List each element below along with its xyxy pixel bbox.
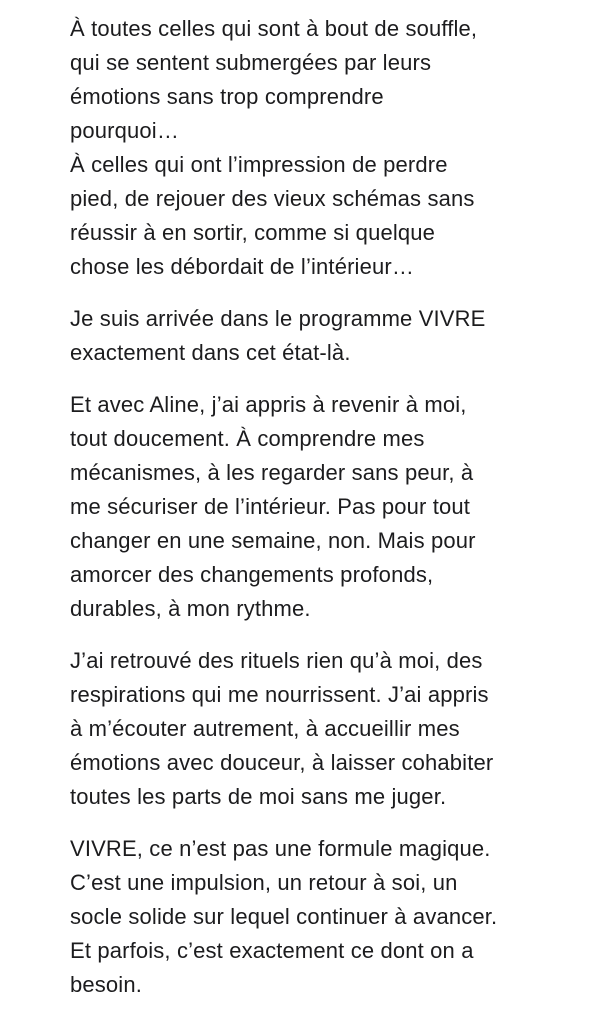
text-line: Et parfois, c’est exactement ce dont on a: [70, 938, 474, 963]
text-line: changer en une semaine, non. Mais pour: [70, 528, 476, 553]
text-line: émotions sans trop comprendre: [70, 84, 384, 109]
text-line: émotions avec douceur, à laisser cohabiter: [70, 750, 494, 775]
text-line: À celles qui ont l’impression de perdre: [70, 152, 448, 177]
text-line: pied, de rejouer des vieux schémas sans: [70, 186, 475, 211]
text-line: Et avec Aline, j’ai appris à revenir à moi,: [70, 392, 467, 417]
text-line: réussir à en sortir, comme si quelque: [70, 220, 436, 245]
text-line: tout doucement. À comprendre mes: [70, 426, 425, 451]
text-line: à m’écouter autrement, à accueillir mes: [70, 716, 460, 741]
paragraph-2: [70, 302, 590, 370]
text-line: exactement dans cet état-là.: [70, 340, 351, 365]
paragraph-4: [70, 644, 590, 814]
text-line: chose les débordait de l’intérieur…: [70, 254, 414, 279]
text-line: besoin.: [70, 972, 142, 997]
text-line: socle solide sur lequel continuer à avancer.: [70, 904, 498, 929]
paragraph-1: [70, 12, 590, 284]
text-line: J’ai retrouvé des rituels rien qu’à moi, des: [70, 648, 483, 673]
text-line: me sécuriser de l’intérieur. Pas pour tout: [70, 494, 471, 519]
text-line: mécanismes, à les regarder sans peur, à: [70, 460, 474, 485]
text-line: pourquoi…: [70, 118, 179, 143]
testimonial-text: [70, 12, 590, 1020]
text-line: durables, à mon rythme.: [70, 596, 311, 621]
text-line: qui se sentent submergées par leurs: [70, 50, 432, 75]
text-line: amorcer des changements profonds,: [70, 562, 434, 587]
text-line: toutes les parts de moi sans me juger.: [70, 784, 447, 809]
text-line: VIVRE, ce n’est pas une formule magique.: [70, 836, 491, 861]
text-line: À toutes celles qui sont à bout de souffle,: [70, 16, 478, 41]
text-line: Je suis arrivée dans le programme VIVRE: [70, 306, 486, 331]
paragraph-3: [70, 388, 590, 626]
text-line: respirations qui me nourrissent. J’ai appris: [70, 682, 489, 707]
paragraph-5: [70, 832, 590, 1002]
text-line: C’est une impulsion, un retour à soi, un: [70, 870, 458, 895]
